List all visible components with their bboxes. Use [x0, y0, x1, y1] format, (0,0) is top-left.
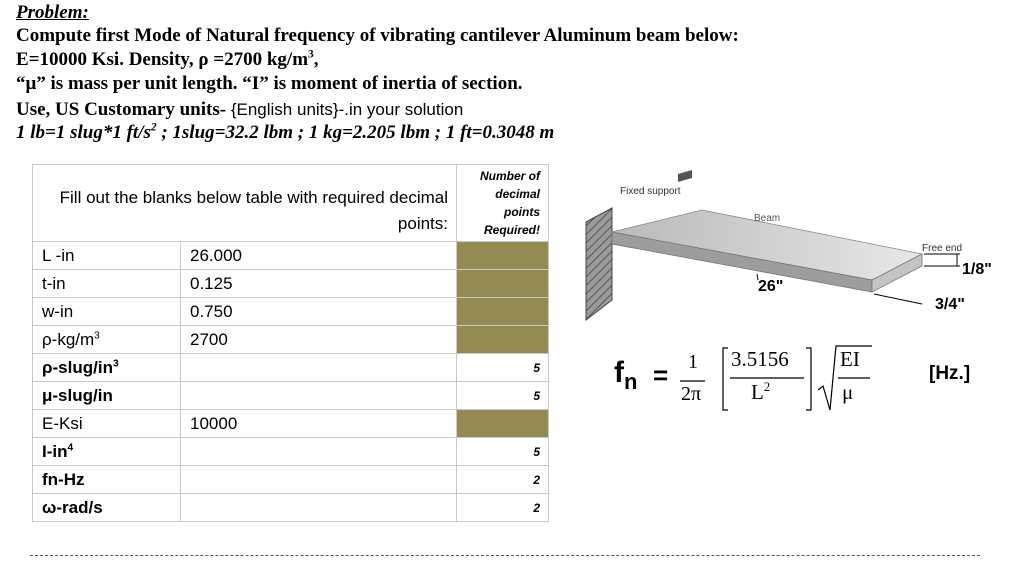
row-label-text: fn-Hz — [42, 469, 85, 489]
formula-numerator-1: 1 — [688, 351, 698, 373]
cubic-sup: 3 — [308, 48, 314, 61]
problem-title: Problem: — [16, 2, 89, 23]
bracket-left — [723, 348, 728, 410]
formula-l-sup: 2 — [763, 380, 771, 394]
units-instruction-normal: {English units}-.in your solution — [230, 100, 464, 119]
given-values-end: , — [313, 49, 319, 70]
row-value: 10000 — [181, 410, 457, 438]
dashed-separator — [30, 555, 980, 556]
row-decimals: 5 — [457, 382, 549, 410]
formula-mu: μ — [842, 380, 854, 404]
row-decimals: 5 — [457, 354, 549, 382]
row-label-text: ρ-slug/in — [42, 357, 113, 377]
row-value: 0.750 — [181, 298, 457, 326]
fixed-support-label: Fixed support — [620, 186, 681, 197]
row-label-text: w-in — [42, 301, 74, 321]
row-value: 0.125 — [181, 270, 457, 298]
formula-coefficient: 3.5156 — [731, 347, 789, 371]
formula-denominator-2pi: 2π — [681, 383, 702, 405]
row-label-text: ω-rad/s — [42, 497, 103, 517]
squared-sup: 2 — [150, 121, 157, 134]
row-label-text: E-Ksi — [42, 413, 83, 433]
thickness-dimension: 1/8" — [962, 261, 992, 278]
problem-statement: Compute first Mode of Natural frequency of vibrating cantilever Aluminum beam below: — [16, 25, 739, 46]
table-instruction: Fill out the blanks below table with required decimal points: — [33, 165, 457, 242]
beam-label: Beam — [754, 213, 781, 224]
formula-n: n — [624, 369, 638, 394]
row-label-text: μ-slug/in — [42, 385, 113, 405]
row-label-sup: 3 — [112, 357, 119, 369]
formula-unit: [Hz.] — [929, 363, 971, 384]
width-dimension: 3/4" — [935, 296, 965, 313]
bracket-right — [806, 348, 811, 410]
row-decimals: 2 — [457, 494, 549, 522]
row-label-text: L -in — [42, 245, 75, 265]
row-label-text: ρ-kg/m — [42, 329, 95, 349]
row-decimals: 5 — [457, 438, 549, 466]
row-label-text: I-in — [42, 441, 68, 461]
length-dimension: 26" — [758, 278, 784, 295]
formula-equals: = — [653, 360, 669, 390]
row-value: 2700 — [181, 326, 457, 354]
decimals-header: Number of decimal points Required! — [457, 165, 549, 242]
definitions: “μ” is mass per unit length. “I” is moment of inertia of section. — [16, 73, 523, 94]
formula-f: f — [614, 356, 624, 389]
formula-ei: EI — [840, 347, 860, 371]
row-value: 26.000 — [181, 242, 457, 270]
row-label-sup: 3 — [94, 329, 100, 341]
given-values-text: E=10000 Ksi. Density, ρ =2700 kg/m — [16, 49, 309, 70]
formula-l: L — [751, 380, 764, 404]
conversions-b: ; 1slug=32.2 lbm ; 1 kg=2.205 lbm ; 1 ft=0.3048 m — [156, 122, 555, 143]
free-end-label: Free end — [922, 243, 963, 254]
row-label-sup: 4 — [67, 441, 74, 453]
row-decimals: 2 — [457, 466, 549, 494]
conversions-a: 1 lb=1 slug*1 ft/s — [16, 122, 151, 143]
row-label-text: t-in — [42, 273, 66, 293]
units-instruction-bold: Use, US Customary units- — [16, 99, 231, 120]
